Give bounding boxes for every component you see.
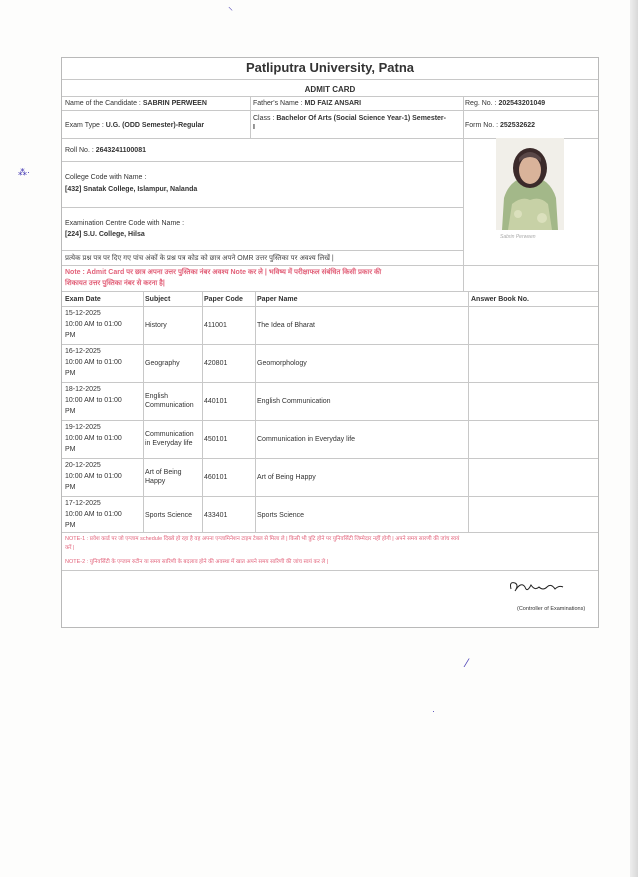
college-name: [432] Snatak College, Islampur, Nalanda	[65, 186, 198, 193]
centre-name: [224] S.U. College, Hilsa	[65, 231, 145, 238]
col-paper-code: Paper Code	[204, 296, 243, 303]
exam-date: 17-12-2025	[65, 500, 101, 507]
paper-name: English Communication	[257, 398, 331, 405]
paper-code: 440101	[204, 398, 228, 405]
father-name: Father's Name : MD FAIZ ANSARI	[253, 100, 362, 107]
exam-time: 10:00 AM to 01:00	[65, 511, 122, 518]
exam-time-suffix: PM	[65, 446, 76, 453]
admit-card-note-cont: शिकायत उत्तर पुस्तिका नंबर से करना है|	[65, 280, 165, 287]
col-subject: Subject	[145, 296, 171, 303]
exam-date: 18-12-2025	[65, 386, 101, 393]
controller-label: (Controller of Examinations)	[517, 606, 586, 612]
centre-label: Examination Centre Code with Name :	[65, 220, 185, 227]
paper-code: 450101	[204, 436, 228, 443]
paper-code: 420801	[204, 360, 228, 367]
paper-name: Geomorphology	[257, 360, 307, 367]
controller-signature	[507, 577, 567, 597]
college-label: College Code with Name :	[65, 174, 147, 181]
paper-name: Communication in Everyday life	[257, 436, 356, 443]
subject: Geography	[145, 360, 180, 367]
exam-time: 10:00 AM to 01:00	[65, 435, 122, 442]
exam-date: 15-12-2025	[65, 310, 101, 317]
exam-date: 19-12-2025	[65, 424, 101, 431]
exam-date: 20-12-2025	[65, 462, 101, 469]
ink-speck: ⁂·	[18, 167, 30, 177]
paper-name: The Idea of Bharat	[257, 322, 315, 329]
col-paper-name: Paper Name	[257, 296, 298, 303]
admit-card-note: Note : Admit Card पर छात्र अपना उत्तर पुस्तिका नंबर अवश्य Note कर ले | भविष्य में परीक्षाफल संबंधित किसी प्रकार की	[65, 269, 382, 276]
page-edge	[630, 0, 638, 877]
exam-time: 10:00 AM to 01:00	[65, 473, 122, 480]
subject: Communication in Everyday life	[145, 431, 194, 447]
exam-type: Exam Type : U.G. (ODD Semester)-Regular	[65, 122, 205, 129]
paper-code: 460101	[204, 474, 228, 481]
note-2: NOTE-2 : युनिवर्सिटी के एग्जाम रुटीन या समय सारिणी के बदलाव होने की अवस्था में खात अपने समय सारिणी की जांच स्वयं कर ले |	[65, 559, 329, 565]
exam-time: 10:00 AM to 01:00	[65, 397, 122, 404]
university-title: Patliputra University, Patna	[245, 60, 415, 75]
photo-signature: Sabrin Perween	[500, 234, 536, 240]
class-name: Class : Bachelor Of Arts (Social Science Year-1) Semester- I	[253, 115, 446, 131]
form-number: Form No. : 252532622	[465, 122, 536, 129]
subject: Sports Science	[145, 512, 193, 519]
instruction-line: प्रत्येक प्रश्न पत्र पर दिए गए पांच अंकों के प्रश्न पत्र कोड को छात्र अपने OMR उत्तर पुस्तिका पर अवश्य लिखें |	[65, 255, 334, 262]
exam-time-suffix: PM	[65, 522, 76, 529]
ink-speck: ⸌	[228, 6, 233, 17]
paper-code: 411001	[204, 322, 227, 329]
col-answer-book: Answer Book No.	[471, 296, 529, 303]
col-exam-date: Exam Date	[65, 296, 101, 303]
roll-number: Roll No. : 2643241100081	[65, 147, 146, 154]
exam-time: 10:00 AM to 01:00	[65, 359, 122, 366]
ink-speck: ⁄	[466, 656, 469, 670]
registration-number: Reg. No. : 202543201049	[465, 100, 546, 107]
exam-time: 10:00 AM to 01:00	[65, 321, 122, 328]
exam-time-suffix: PM	[65, 370, 76, 377]
note-1: NOTE-1 : प्रवेश कार्ड पर जो एग्जाम schedule दिख्ये हो रहा है वह अपना एग्जामिनेशन टाइम टेबल से मिला ले | किसी भी त्रुटि होने पर युनिवर्सिटी जिम्मेदार नहीं होगी | अपने समय सारणी की जांच स्वयं	[65, 536, 460, 542]
admit-card	[61, 57, 599, 628]
ink-speck: ·	[432, 706, 435, 716]
admit-card-heading: ADMIT CARD	[304, 85, 356, 94]
paper-name: Sports Science	[257, 512, 305, 519]
exam-time-suffix: PM	[65, 484, 76, 491]
candidate-photo	[496, 138, 564, 230]
note-1-cont: करें |	[65, 545, 75, 551]
paper-code: 433401	[204, 512, 228, 519]
paper-name: Art of Being Happy	[257, 474, 316, 481]
exam-time-suffix: PM	[65, 332, 76, 339]
exam-date: 16-12-2025	[65, 348, 101, 355]
subject: English Communication	[145, 393, 194, 409]
subject: History	[145, 322, 167, 329]
candidate-name: Name of the Candidate : SABRIN PERWEEN	[65, 100, 207, 107]
subject: Art of Being Happy	[145, 469, 182, 485]
exam-time-suffix: PM	[65, 408, 76, 415]
